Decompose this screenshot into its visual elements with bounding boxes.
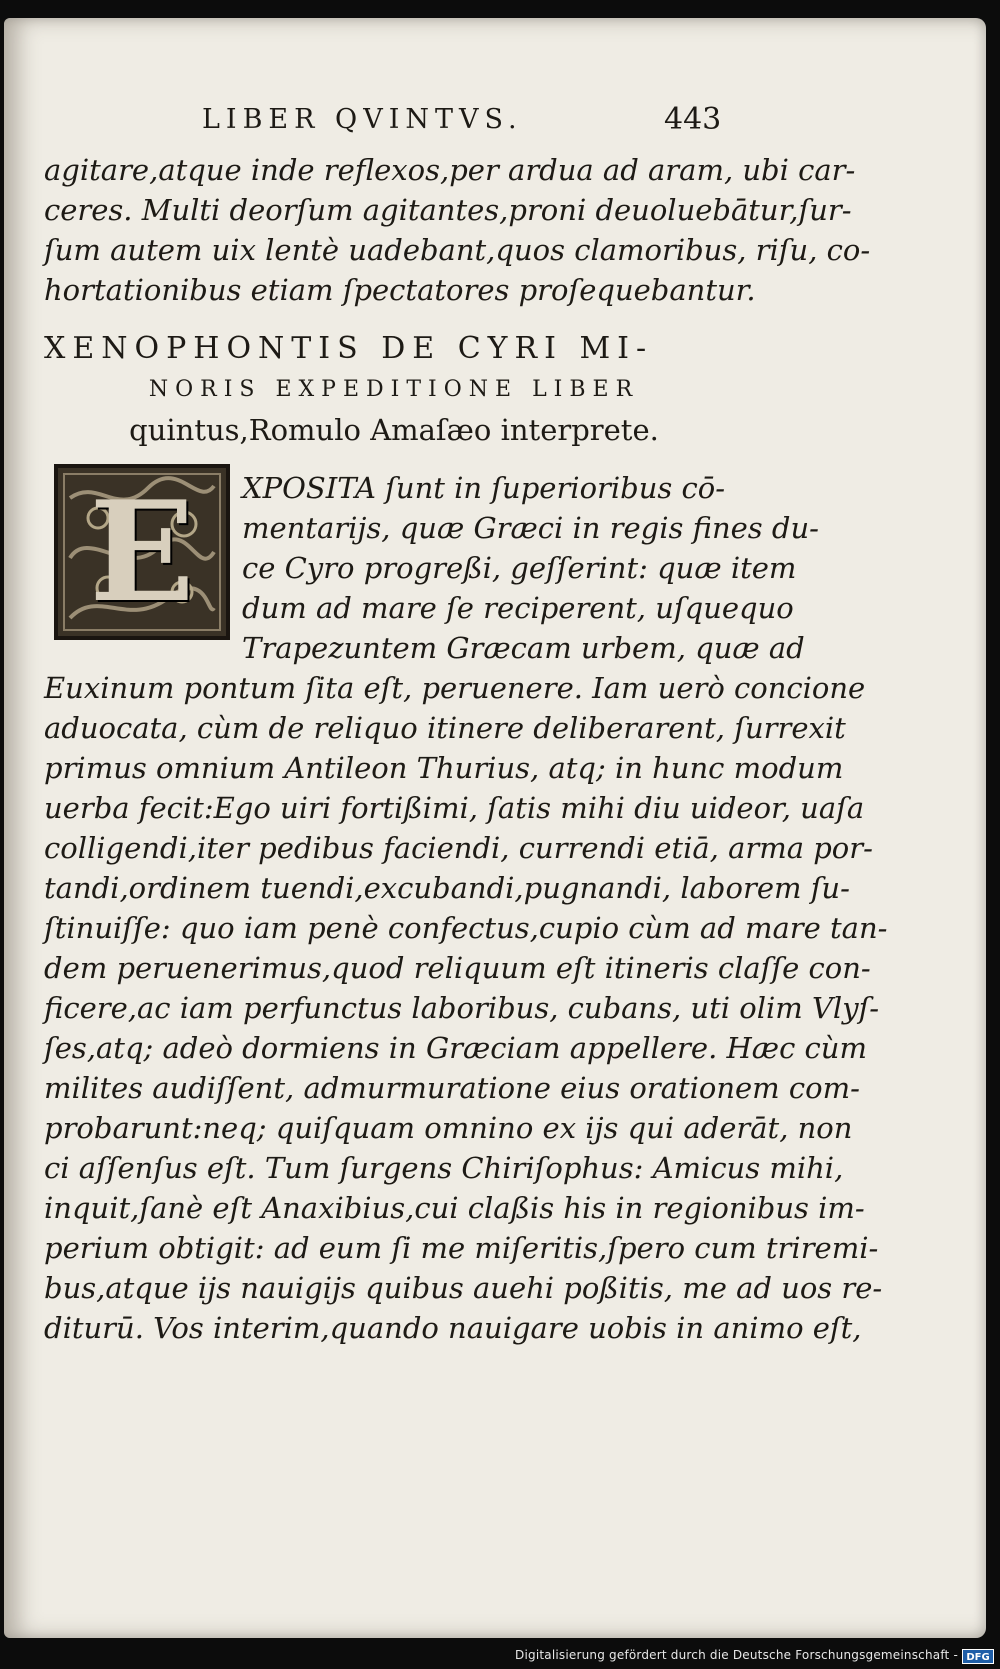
text-line: ſum autem uix lentè uadebant,quos clamoribus, riſu, co-	[44, 233, 871, 267]
text-line: dem peruenerimus,quod reliquum eſt itineris claſſe con-	[44, 951, 871, 985]
decorated-initial	[54, 464, 230, 640]
text-line: diturū. Vos interim,quando nauigare uobis in animo eſt,	[44, 1311, 862, 1345]
text-line: colligendi,iter pedibus faciendi, currendi etiā, arma por-	[44, 831, 873, 865]
text-line: Euxinum pontum ſita eſt, peruenere. Iam uerò concione	[44, 671, 866, 705]
text-line: Trapezuntem Græcam urbem, quæ ad	[242, 631, 805, 665]
text-line: ſtinuiſſe: quo iam penè confectus,cupio cùm ad mare tan-	[44, 911, 888, 945]
text-line: perium obtigit: ad eum ſi me miſeritis,ſpero cum triremi-	[44, 1231, 879, 1265]
text-line: XPOSITA ſunt in ſuperioribus cō-	[242, 471, 726, 505]
text-line: ſes,atq; adeò dormiens in Græciam appellere. Hæc cùm	[44, 1031, 867, 1065]
funding-credit: Digitalisierung gefördert durch die Deutsche Forschungsgemeinschaft -	[515, 1648, 958, 1662]
footer-bar	[0, 1646, 1000, 1669]
text-line: uerba fecit:Ego uiri fortißimi, ſatis mihi diu uideor, uaſa	[44, 791, 865, 825]
text-line: dum ad mare ſe reciperent, uſquequo	[242, 591, 794, 625]
text-line: mentarijs, quæ Græci in regis fines du-	[242, 511, 819, 545]
text-line: ceres. Multi deorſum agitantes,proni deuoluebātur,ſur-	[44, 193, 852, 227]
text-line: ci aſſenſus eſt. Tum ſurgens Chiriſophus: Amicus mihi,	[44, 1151, 844, 1185]
text-line: ce Cyro progreßi, geſſerint: quæ item	[242, 551, 797, 585]
chapter-heading	[44, 328, 744, 450]
initial-letter: E	[89, 470, 195, 633]
text-line: agitare,atque inde reflexos,per ardua ad aram, ubi car-	[44, 153, 856, 187]
text-line: bus,atque ijs nauigijs quibus auehi poßitis, me ad uos re-	[44, 1271, 883, 1305]
text-line: ficere,ac iam perfunctus laboribus, cubans, uti olim Vlyſ-	[44, 991, 880, 1025]
text-line: milites audiſſent, admurmuratione eius orationem com-	[44, 1071, 860, 1105]
text-line: aduocata, cùm de reliquo itinere deliberarent, ſurrexit	[44, 711, 846, 745]
text-line: tandi,ordinem tuendi,excubandi,pugnandi, laborem ſu-	[44, 871, 850, 905]
running-title: LIBER QVINTVS.	[202, 104, 523, 135]
book-page	[4, 18, 986, 1638]
text-line: probarunt:neq; quiſquam omnino ex ijs qui aderāt, non	[44, 1111, 853, 1145]
body-text	[44, 668, 887, 1348]
dfg-logo: DFG	[962, 1649, 994, 1664]
text-line: primus omnium Antileon Thurius, atq; in hunc modum	[44, 751, 844, 785]
top-paragraph	[44, 150, 870, 310]
running-head	[44, 102, 744, 142]
text-line: hortationibus etiam ſpectatores proſequebantur.	[44, 273, 756, 307]
page-number: 443	[664, 102, 722, 137]
chapter-heading-line-2: NORIS EXPEDITIONE LIBER	[148, 377, 640, 402]
body-beside-initial	[242, 468, 819, 668]
text-line: inquit,ſanè eſt Anaxibius,cui claßis his in regionibus im-	[44, 1191, 865, 1225]
chapter-heading-line-1: XENOPHONTIS DE CYRI MI-	[44, 331, 654, 366]
chapter-heading-line-3: quintus,Romulo Amaſæo interprete.	[129, 413, 659, 447]
